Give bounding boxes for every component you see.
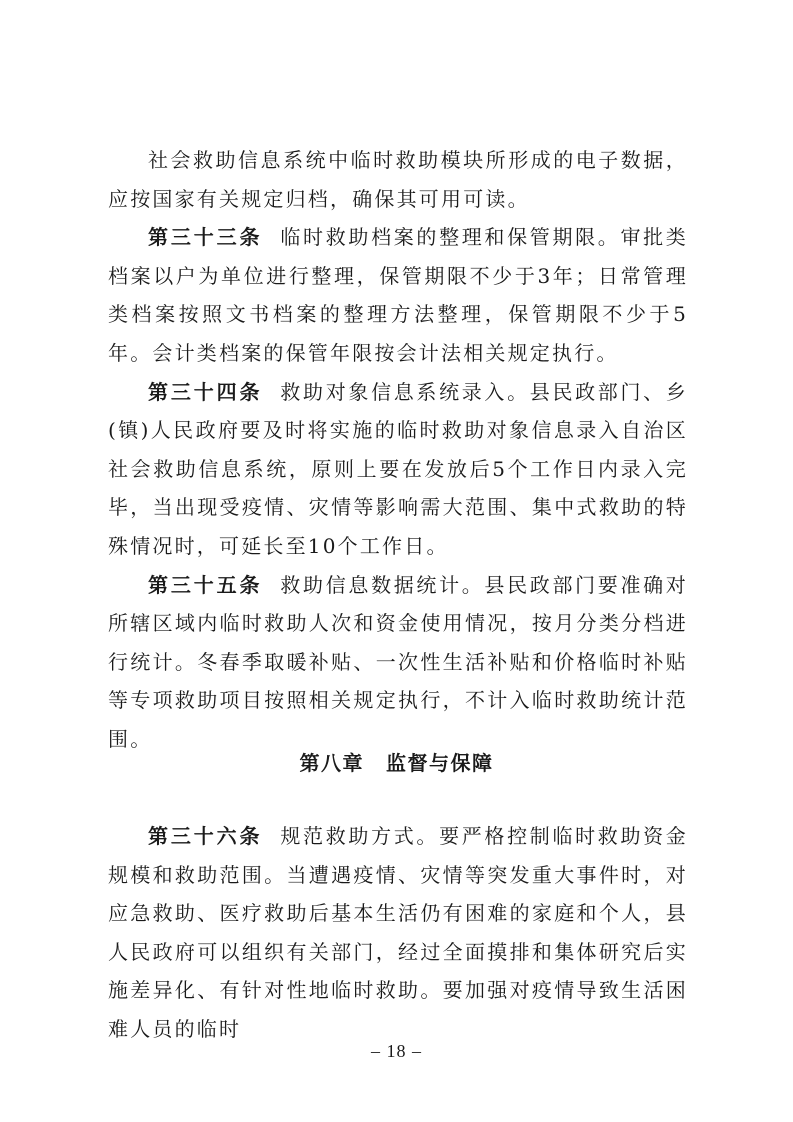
chapter-number: 第八章 xyxy=(299,751,364,775)
chapter-heading xyxy=(0,747,793,776)
paragraph-article-34 xyxy=(108,373,688,566)
article-heading: 第三十六条 xyxy=(148,824,263,848)
paragraph-archive-data xyxy=(108,141,688,218)
article-heading: 第三十三条 xyxy=(148,225,263,250)
paragraph-article-35 xyxy=(108,566,688,759)
article-heading: 第三十四条 xyxy=(148,379,263,404)
paragraph-text: 规范救助方式。要严格控制临时救助资金规模和救助范围。当遭遇疫情、灾情等突发重大事件时，对应急救助、医疗救助后基本生活仍有困难的家庭和个人，县人民政府可以组织有关部门，经过全面摸排和集体研究后实施差异化、有针对性地临时救助。要加强对疫情导致生活困难人员的临时 xyxy=(108,824,689,1041)
body-text-bottom xyxy=(108,817,688,1049)
paragraph-text: 救助对象信息系统录入。县民政部门、乡(镇)人民政府要及时将实施的临时救助对象信息录入自治区社会救助信息系统，原则上要在发放后5个工作日内录入完毕，当出现受疫情、灾情等影响需大范围、集中式救助的特殊情况时，可延长至10个工作日。 xyxy=(108,379,689,558)
paragraph-article-33 xyxy=(108,218,688,372)
page-number: – 18 – xyxy=(371,1041,422,1061)
chapter-title: 监督与保障 xyxy=(386,751,494,775)
paragraph-text: 救助信息数据统计。县民政部门要准确对所辖区域内临时救助人次和资金使用情况，按月分类分档进行统计。冬春季取暖补贴、一次性生活补贴和价格临时补贴等专项救助项目按照相关规定执行，不计入临时救助统计范围。 xyxy=(108,572,689,751)
body-text-top xyxy=(108,141,688,759)
paragraph-text: 社会救助信息系统中临时救助模块所形成的电子数据，应按国家有关规定归档，确保其可用可读。 xyxy=(108,148,688,211)
paragraph-article-36 xyxy=(108,817,688,1049)
paragraph-text: 临时救助档案的整理和保管期限。审批类档案以户为单位进行整理，保管期限不少于3年；日常管理类档案按照文书档案的整理方法整理，保管期限不少于5年。会计类档案的保管年限按会计法相关规定执行。 xyxy=(108,225,689,365)
article-heading: 第三十五条 xyxy=(148,572,263,597)
